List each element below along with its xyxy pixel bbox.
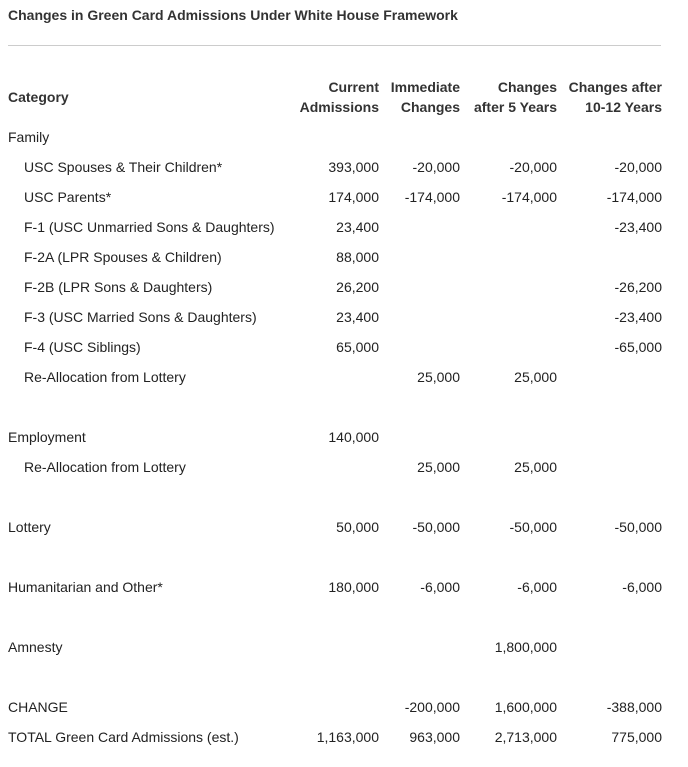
row-label: Re-Allocation from Lottery [24, 459, 186, 475]
row-label: Re-Allocation from Lottery [24, 369, 186, 385]
cell-current: 174,000 [328, 189, 379, 205]
row-label: Employment [8, 429, 86, 445]
row-label: F-2B (LPR Sons & Daughters) [24, 279, 213, 295]
cell-ten-years: -65,000 [614, 339, 662, 355]
cell-ten-years: -50,000 [614, 519, 662, 535]
table-title: Changes in Green Card Admissions Under White House Framework [8, 7, 458, 23]
table-row [0, 187, 688, 207]
cell-ten-years: -23,400 [614, 219, 662, 235]
header-five-years-line1: Changes [497, 79, 557, 95]
cell-immediate: 25,000 [417, 459, 460, 475]
cell-five-years: -174,000 [501, 189, 557, 205]
cell-ten-years: -174,000 [606, 189, 662, 205]
row-label: TOTAL Green Card Admissions (est.) [8, 729, 239, 745]
table-row [0, 127, 688, 147]
table-row [0, 307, 688, 327]
cell-immediate: -20,000 [412, 159, 460, 175]
table-row [0, 457, 688, 477]
table-row [0, 637, 688, 657]
header-ten-years-line2: 10-12 Years [585, 99, 662, 115]
row-label: F-4 (USC Siblings) [24, 339, 141, 355]
cell-immediate: 963,000 [409, 729, 460, 745]
row-label: Lottery [8, 519, 51, 535]
header-current-line2: Admissions [299, 99, 379, 115]
cell-current: 23,400 [336, 309, 379, 325]
table-row [0, 217, 688, 237]
cell-immediate: -50,000 [412, 519, 460, 535]
cell-current: 180,000 [328, 579, 379, 595]
table-row [0, 427, 688, 447]
cell-ten-years: -20,000 [614, 159, 662, 175]
table-row [0, 367, 688, 387]
cell-five-years: -50,000 [509, 519, 557, 535]
cell-ten-years: -23,400 [614, 309, 662, 325]
row-label: Humanitarian and Other* [8, 579, 163, 595]
header-immediate-line1: Immediate [390, 79, 460, 95]
row-label: Family [8, 129, 50, 145]
cell-five-years: 1,600,000 [494, 699, 557, 715]
cell-ten-years: -26,200 [614, 279, 662, 295]
cell-immediate: -174,000 [404, 189, 460, 205]
row-label: USC Parents* [24, 189, 112, 205]
row-label: Amnesty [8, 639, 63, 655]
header-immediate-line2: Changes [400, 99, 460, 115]
row-label: F-3 (USC Married Sons & Daughters) [24, 309, 257, 325]
table-row [0, 277, 688, 297]
cell-current: 26,200 [336, 279, 379, 295]
cell-ten-years: -6,000 [622, 579, 662, 595]
table-row [0, 157, 688, 177]
header-ten-years-line1: Changes after [568, 79, 662, 95]
header-current-line1: Current [328, 79, 379, 95]
table-row [0, 517, 688, 537]
cell-current: 23,400 [336, 219, 379, 235]
cell-current: 88,000 [336, 249, 379, 265]
table-row [0, 697, 688, 717]
table-row [0, 577, 688, 597]
cell-current: 65,000 [336, 339, 379, 355]
row-label: CHANGE [8, 699, 68, 715]
cell-current: 50,000 [336, 519, 379, 535]
row-label: USC Spouses & Their Children* [24, 159, 223, 175]
cell-current: 393,000 [328, 159, 379, 175]
header-category: Category [8, 89, 69, 105]
cell-five-years: 2,713,000 [494, 729, 557, 745]
title-divider [8, 45, 661, 46]
cell-current: 140,000 [328, 429, 379, 445]
table-row [0, 337, 688, 357]
cell-five-years: 25,000 [514, 369, 557, 385]
header-five-years-line2: after 5 Years [473, 99, 557, 115]
cell-current: 1,163,000 [316, 729, 379, 745]
cell-ten-years: 775,000 [611, 729, 662, 745]
cell-immediate: -6,000 [420, 579, 460, 595]
row-label: F-2A (LPR Spouses & Children) [24, 249, 222, 265]
cell-five-years: -6,000 [517, 579, 557, 595]
cell-ten-years: -388,000 [606, 699, 662, 715]
cell-five-years: 25,000 [514, 459, 557, 475]
table-row [0, 247, 688, 267]
cell-five-years: 1,800,000 [494, 639, 557, 655]
cell-immediate: 25,000 [417, 369, 460, 385]
table-row [0, 727, 688, 747]
row-label: F-1 (USC Unmarried Sons & Daughters) [24, 219, 275, 235]
cell-immediate: -200,000 [404, 699, 460, 715]
cell-five-years: -20,000 [509, 159, 557, 175]
